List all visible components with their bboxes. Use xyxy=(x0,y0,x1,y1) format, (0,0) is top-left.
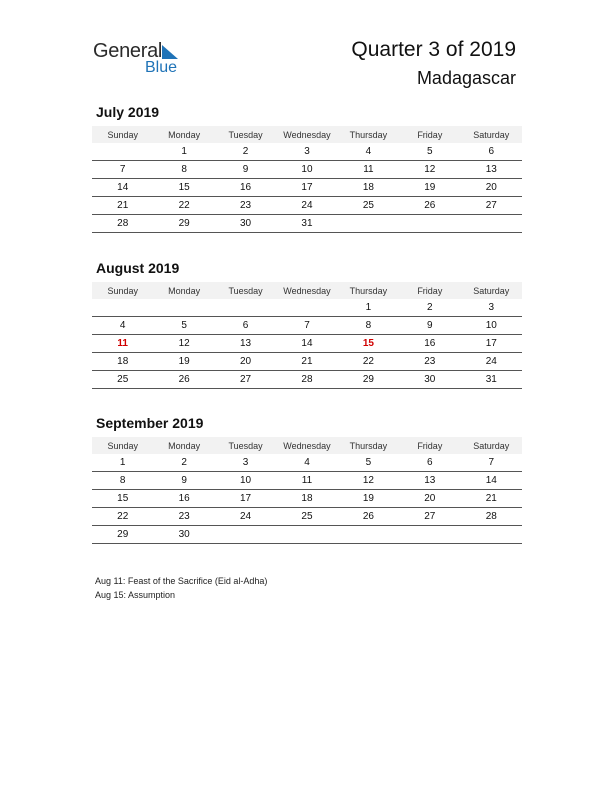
empty-day-cell xyxy=(215,299,276,317)
day-cell: 5 xyxy=(153,317,214,335)
day-cell: 27 xyxy=(215,371,276,389)
weekday-header-row xyxy=(92,282,522,299)
day-cell: 15 xyxy=(92,490,153,508)
day-cell: 7 xyxy=(276,317,337,335)
weekday-header: Friday xyxy=(399,437,460,454)
week-row xyxy=(92,317,522,335)
day-cell: 2 xyxy=(399,299,460,317)
day-cell: 16 xyxy=(215,179,276,197)
day-cell: 9 xyxy=(153,472,214,490)
day-cell: 19 xyxy=(399,179,460,197)
day-cell: 23 xyxy=(215,197,276,215)
day-cell: 28 xyxy=(92,215,153,233)
day-cell: 14 xyxy=(276,335,337,353)
day-cell: 22 xyxy=(153,197,214,215)
weekday-header: Wednesday xyxy=(276,126,337,143)
month-block-september xyxy=(92,415,522,544)
day-cell: 4 xyxy=(276,454,337,472)
month-title: August 2019 xyxy=(96,260,180,276)
day-cell: 29 xyxy=(153,215,214,233)
week-row xyxy=(92,472,522,490)
day-cell: 30 xyxy=(215,215,276,233)
logo-word-blue: Blue xyxy=(145,59,178,76)
week-row xyxy=(92,161,522,179)
day-cell: 12 xyxy=(153,335,214,353)
day-cell: 18 xyxy=(276,490,337,508)
day-cell: 5 xyxy=(399,143,460,161)
day-cell: 8 xyxy=(338,317,399,335)
day-cell: 3 xyxy=(215,454,276,472)
day-cell: 4 xyxy=(92,317,153,335)
weekday-header: Sunday xyxy=(92,437,153,454)
day-cell: 23 xyxy=(399,353,460,371)
day-cell: 1 xyxy=(92,454,153,472)
week-row xyxy=(92,143,522,161)
day-cell: 21 xyxy=(276,353,337,371)
day-cell: 24 xyxy=(461,353,522,371)
day-cell: 21 xyxy=(92,197,153,215)
day-cell: 19 xyxy=(153,353,214,371)
month-block-july xyxy=(92,104,522,233)
weekday-header: Thursday xyxy=(338,437,399,454)
weekday-header: Sunday xyxy=(92,126,153,143)
month-title: September 2019 xyxy=(96,415,204,431)
day-cell: 20 xyxy=(399,490,460,508)
day-cell: 21 xyxy=(461,490,522,508)
month-title: July 2019 xyxy=(96,104,160,120)
day-cell: 18 xyxy=(338,179,399,197)
day-cell: 27 xyxy=(461,197,522,215)
day-cell: 26 xyxy=(153,371,214,389)
day-cell: 12 xyxy=(399,161,460,179)
day-cell: 7 xyxy=(461,454,522,472)
day-cell: 7 xyxy=(92,161,153,179)
weekday-header: Thursday xyxy=(338,126,399,143)
weekday-header: Saturday xyxy=(461,437,522,454)
day-cell: 13 xyxy=(461,161,522,179)
weekday-header: Friday xyxy=(399,282,460,299)
day-cell: 22 xyxy=(92,508,153,526)
day-cell: 30 xyxy=(399,371,460,389)
empty-day-cell xyxy=(399,526,460,544)
empty-day-cell xyxy=(276,299,337,317)
holiday-day-cell: 11 xyxy=(92,335,153,353)
day-cell: 6 xyxy=(461,143,522,161)
empty-day-cell xyxy=(399,215,460,233)
holiday-notes xyxy=(95,574,267,602)
country-name: Madagascar xyxy=(416,68,516,88)
logo-word-general: General xyxy=(93,40,163,62)
week-row xyxy=(92,353,522,371)
day-cell: 16 xyxy=(399,335,460,353)
empty-day-cell xyxy=(92,299,153,317)
day-cell: 9 xyxy=(399,317,460,335)
day-cell: 6 xyxy=(215,317,276,335)
weekday-header: Tuesday xyxy=(215,437,276,454)
page-title: Quarter 3 of 2019 xyxy=(351,38,516,61)
day-cell: 20 xyxy=(215,353,276,371)
day-cell: 17 xyxy=(276,179,337,197)
day-cell: 17 xyxy=(461,335,522,353)
day-cell: 13 xyxy=(215,335,276,353)
day-cell: 25 xyxy=(338,197,399,215)
day-cell: 18 xyxy=(92,353,153,371)
day-cell: 26 xyxy=(399,197,460,215)
week-row xyxy=(92,197,522,215)
empty-day-cell xyxy=(276,526,337,544)
calendar-table xyxy=(92,126,522,233)
day-cell: 8 xyxy=(92,472,153,490)
week-row xyxy=(92,179,522,197)
calendar-table xyxy=(92,437,522,544)
weekday-header: Friday xyxy=(399,126,460,143)
calendar-table xyxy=(92,282,522,389)
day-cell: 2 xyxy=(215,143,276,161)
holiday-day-cell: 15 xyxy=(338,335,399,353)
week-row xyxy=(92,526,522,544)
empty-day-cell xyxy=(92,143,153,161)
empty-day-cell xyxy=(461,526,522,544)
empty-day-cell xyxy=(338,215,399,233)
week-row xyxy=(92,371,522,389)
day-cell: 15 xyxy=(153,179,214,197)
weekday-header: Wednesday xyxy=(276,437,337,454)
logo-flag-icon xyxy=(162,45,178,59)
day-cell: 20 xyxy=(461,179,522,197)
day-cell: 3 xyxy=(461,299,522,317)
day-cell: 25 xyxy=(92,371,153,389)
day-cell: 13 xyxy=(399,472,460,490)
holiday-note: Aug 15: Assumption xyxy=(95,590,176,600)
holiday-note: Aug 11: Feast of the Sacrifice (Eid al-Adha) xyxy=(95,576,268,586)
day-cell: 22 xyxy=(338,353,399,371)
day-cell: 25 xyxy=(276,508,337,526)
day-cell: 24 xyxy=(276,197,337,215)
weekday-header: Tuesday xyxy=(215,126,276,143)
day-cell: 10 xyxy=(215,472,276,490)
weekday-header: Monday xyxy=(153,437,214,454)
day-cell: 11 xyxy=(338,161,399,179)
weekday-header: Sunday xyxy=(92,282,153,299)
day-cell: 5 xyxy=(338,454,399,472)
day-cell: 2 xyxy=(153,454,214,472)
day-cell: 9 xyxy=(215,161,276,179)
day-cell: 12 xyxy=(338,472,399,490)
day-cell: 27 xyxy=(399,508,460,526)
day-cell: 19 xyxy=(338,490,399,508)
weekday-header: Thursday xyxy=(338,282,399,299)
empty-day-cell xyxy=(338,526,399,544)
day-cell: 10 xyxy=(461,317,522,335)
day-cell: 1 xyxy=(338,299,399,317)
month-block-august xyxy=(92,260,522,389)
day-cell: 10 xyxy=(276,161,337,179)
weekday-header: Saturday xyxy=(461,126,522,143)
day-cell: 14 xyxy=(92,179,153,197)
day-cell: 4 xyxy=(338,143,399,161)
empty-day-cell xyxy=(461,215,522,233)
week-row xyxy=(92,454,522,472)
weekday-header-row xyxy=(92,437,522,454)
day-cell: 30 xyxy=(153,526,214,544)
day-cell: 26 xyxy=(338,508,399,526)
weekday-header: Tuesday xyxy=(215,282,276,299)
day-cell: 24 xyxy=(215,508,276,526)
day-cell: 17 xyxy=(215,490,276,508)
weekday-header: Saturday xyxy=(461,282,522,299)
day-cell: 28 xyxy=(276,371,337,389)
week-row xyxy=(92,299,522,317)
weekday-header: Wednesday xyxy=(276,282,337,299)
empty-day-cell xyxy=(153,299,214,317)
week-row xyxy=(92,490,522,508)
day-cell: 31 xyxy=(276,215,337,233)
day-cell: 8 xyxy=(153,161,214,179)
logo xyxy=(93,40,193,80)
weekday-header: Monday xyxy=(153,282,214,299)
week-row xyxy=(92,508,522,526)
day-cell: 11 xyxy=(276,472,337,490)
day-cell: 28 xyxy=(461,508,522,526)
day-cell: 16 xyxy=(153,490,214,508)
day-cell: 23 xyxy=(153,508,214,526)
day-cell: 29 xyxy=(92,526,153,544)
empty-day-cell xyxy=(215,526,276,544)
day-cell: 31 xyxy=(461,371,522,389)
day-cell: 6 xyxy=(399,454,460,472)
day-cell: 29 xyxy=(338,371,399,389)
week-row xyxy=(92,215,522,233)
weekday-header-row xyxy=(92,126,522,143)
day-cell: 1 xyxy=(153,143,214,161)
weekday-header: Monday xyxy=(153,126,214,143)
week-row xyxy=(92,335,522,353)
day-cell: 3 xyxy=(276,143,337,161)
day-cell: 14 xyxy=(461,472,522,490)
